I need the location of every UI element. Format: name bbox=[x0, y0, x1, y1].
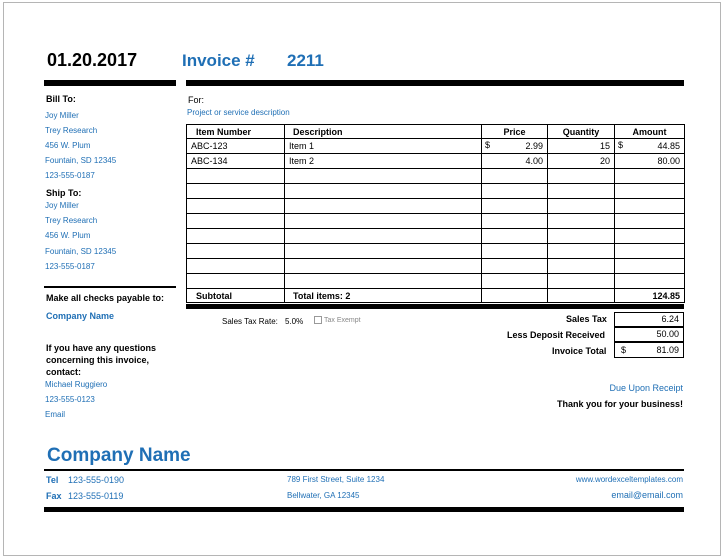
quantity-cell[interactable] bbox=[548, 169, 615, 184]
quantity-cell[interactable] bbox=[548, 244, 615, 259]
description-cell[interactable] bbox=[285, 214, 482, 229]
amount-cell[interactable] bbox=[615, 244, 685, 259]
description-cell[interactable] bbox=[285, 184, 482, 199]
ship-to-heading: Ship To: bbox=[46, 188, 82, 198]
price-cell[interactable] bbox=[482, 199, 548, 214]
price-cell[interactable] bbox=[482, 244, 548, 259]
tel-label: Tel bbox=[46, 475, 59, 485]
quantity-cell[interactable] bbox=[548, 199, 615, 214]
invoice-label: Invoice # bbox=[182, 51, 255, 70]
footer-website[interactable]: www.wordexceltemplates.com bbox=[575, 475, 683, 484]
table-row bbox=[187, 199, 685, 214]
quantity-cell[interactable] bbox=[548, 259, 615, 274]
description-cell[interactable] bbox=[285, 169, 482, 184]
col-item-number: Item Number bbox=[187, 125, 285, 139]
deposit-box bbox=[614, 327, 684, 342]
tax-exempt-label: Tax Exempt bbox=[324, 316, 361, 324]
price-cell[interactable] bbox=[482, 229, 548, 244]
for-heading: For: bbox=[188, 95, 205, 105]
item-number-cell[interactable] bbox=[187, 244, 285, 259]
bill-to-street: 456 W. Plum bbox=[45, 141, 91, 150]
description-cell[interactable] bbox=[285, 274, 482, 289]
header-right-bar bbox=[186, 80, 684, 86]
table-row bbox=[187, 154, 685, 169]
invoice-number: 2211 bbox=[287, 51, 324, 70]
checkbox-icon[interactable] bbox=[314, 316, 322, 324]
invoice-date: 01.20.2017 bbox=[47, 50, 138, 70]
quantity-cell[interactable]: 15 bbox=[548, 139, 615, 154]
price-cell-value: 4.00 bbox=[525, 156, 543, 166]
contact-name: Michael Ruggiero bbox=[45, 380, 108, 389]
item-number-cell[interactable]: ABC-123 bbox=[187, 139, 285, 154]
invoice-total-symbol: $ bbox=[621, 345, 627, 355]
currency-symbol: $ bbox=[485, 140, 491, 150]
amount-cell-value: 80.00 bbox=[657, 156, 680, 166]
item-number-cell[interactable] bbox=[187, 169, 285, 184]
description-cell[interactable] bbox=[285, 199, 482, 214]
bill-to-city: Fountain, SD 12345 bbox=[45, 156, 117, 165]
questions-heading-3: contact: bbox=[46, 367, 82, 377]
ship-to-street: 456 W. Plum bbox=[45, 231, 91, 240]
table-row bbox=[187, 214, 685, 229]
footer-address-1: 789 First Street, Suite 1234 bbox=[287, 475, 385, 484]
item-number-cell[interactable] bbox=[187, 274, 285, 289]
col-amount: Amount bbox=[615, 125, 685, 139]
col-quantity: Quantity bbox=[548, 125, 615, 139]
currency-symbol: $ bbox=[618, 140, 624, 150]
tax-exempt-checkbox[interactable] bbox=[314, 316, 361, 324]
sales-tax-value: 6.24 bbox=[661, 314, 679, 324]
quantity-cell[interactable]: 20 bbox=[548, 154, 615, 169]
amount-cell[interactable] bbox=[615, 229, 685, 244]
quantity-cell[interactable] bbox=[548, 184, 615, 199]
contact-phone: 123-555-0123 bbox=[45, 395, 95, 404]
item-number-cell[interactable]: ABC-134 bbox=[187, 154, 285, 169]
table-row bbox=[187, 244, 685, 259]
quantity-cell[interactable] bbox=[548, 274, 615, 289]
description-cell[interactable]: Item 2 bbox=[285, 154, 482, 169]
item-number-cell[interactable] bbox=[187, 229, 285, 244]
amount-cell[interactable] bbox=[615, 274, 685, 289]
amount-cell[interactable] bbox=[615, 154, 685, 169]
payable-heading: Make all checks payable to: bbox=[46, 293, 165, 303]
due-terms: Due Upon Receipt bbox=[609, 383, 683, 393]
tax-rate-value[interactable]: 5.0% bbox=[285, 317, 304, 326]
sales-tax-label: Sales Tax bbox=[566, 314, 607, 324]
ship-to-name: Joy Miller bbox=[45, 201, 79, 210]
price-cell[interactable] bbox=[482, 259, 548, 274]
price-cell[interactable] bbox=[482, 169, 548, 184]
invoice-total-label: Invoice Total bbox=[552, 346, 607, 356]
quantity-cell[interactable] bbox=[548, 214, 615, 229]
bill-to-name: Joy Miller bbox=[45, 111, 79, 120]
footer-tel: 123-555-0190 bbox=[68, 475, 125, 485]
tax-rate-label: Sales Tax Rate: bbox=[222, 317, 278, 326]
col-price: Price bbox=[482, 125, 548, 139]
ship-to-city: Fountain, SD 12345 bbox=[45, 247, 117, 256]
table-header-row bbox=[187, 125, 685, 139]
payable-company: Company Name bbox=[46, 311, 115, 321]
amount-cell[interactable] bbox=[615, 139, 685, 154]
for-description: Project or service description bbox=[187, 108, 290, 117]
description-cell[interactable] bbox=[285, 244, 482, 259]
amount-cell[interactable] bbox=[615, 259, 685, 274]
invoice-total-box bbox=[614, 342, 684, 358]
total-items-label: Total items: 2 bbox=[285, 289, 482, 303]
bill-to-heading: Bill To: bbox=[46, 94, 76, 104]
quantity-cell[interactable] bbox=[548, 229, 615, 244]
footer-company-name: Company Name bbox=[47, 445, 191, 466]
amount-cell[interactable] bbox=[615, 184, 685, 199]
description-cell[interactable] bbox=[285, 259, 482, 274]
price-cell[interactable] bbox=[482, 214, 548, 229]
item-number-cell[interactable] bbox=[187, 259, 285, 274]
table-row bbox=[187, 259, 685, 274]
questions-heading-1: If you have any questions bbox=[46, 343, 157, 353]
amount-cell[interactable] bbox=[615, 214, 685, 229]
invoice-total-value: 81.09 bbox=[656, 345, 679, 355]
table-bottom-bar bbox=[186, 304, 684, 309]
table-row bbox=[187, 184, 685, 199]
left-divider-bar bbox=[44, 286, 176, 288]
deposit-label: Less Deposit Received bbox=[507, 330, 606, 340]
ship-to-phone: 123-555-0187 bbox=[45, 262, 95, 271]
sales-tax-box bbox=[614, 312, 684, 327]
subtotal-label: Subtotal bbox=[187, 289, 285, 303]
item-number-cell[interactable] bbox=[187, 184, 285, 199]
header-left-bar bbox=[44, 80, 176, 86]
table-row bbox=[187, 274, 685, 289]
price-cell[interactable] bbox=[482, 139, 548, 154]
col-description: Description bbox=[285, 125, 482, 139]
thank-you: Thank you for your business! bbox=[556, 399, 683, 409]
bill-to-phone: 123-555-0187 bbox=[45, 171, 95, 180]
item-number-cell[interactable] bbox=[187, 214, 285, 229]
footer-email[interactable]: email@email.com bbox=[611, 490, 683, 500]
description-cell[interactable] bbox=[285, 229, 482, 244]
footer-top-bar bbox=[44, 469, 684, 471]
amount-cell[interactable] bbox=[615, 169, 685, 184]
items-table bbox=[186, 124, 685, 303]
questions-heading-2: concerning this invoice, bbox=[46, 355, 150, 365]
footer-address-2: Bellwater, GA 12345 bbox=[287, 491, 360, 500]
fax-label: Fax bbox=[46, 491, 62, 501]
ship-to-company: Trey Research bbox=[45, 216, 98, 225]
table-row bbox=[187, 229, 685, 244]
item-number-cell[interactable] bbox=[187, 199, 285, 214]
bill-to-company: Trey Research bbox=[45, 126, 98, 135]
amount-cell[interactable] bbox=[615, 199, 685, 214]
price-cell[interactable] bbox=[482, 154, 548, 169]
contact-email[interactable]: Email bbox=[45, 410, 66, 419]
subtotal-row bbox=[187, 289, 685, 303]
price-cell[interactable] bbox=[482, 274, 548, 289]
deposit-value: 50.00 bbox=[656, 329, 679, 339]
footer-bottom-bar bbox=[44, 507, 684, 512]
table-row bbox=[187, 169, 685, 184]
price-cell-value: 2.99 bbox=[525, 141, 543, 151]
description-cell[interactable]: Item 1 bbox=[285, 139, 482, 154]
amount-cell-value: 44.85 bbox=[657, 141, 680, 151]
price-cell[interactable] bbox=[482, 184, 548, 199]
footer-fax: 123-555-0119 bbox=[68, 491, 124, 501]
subtotal-value: 124.85 bbox=[615, 289, 685, 303]
table-row bbox=[187, 139, 685, 154]
